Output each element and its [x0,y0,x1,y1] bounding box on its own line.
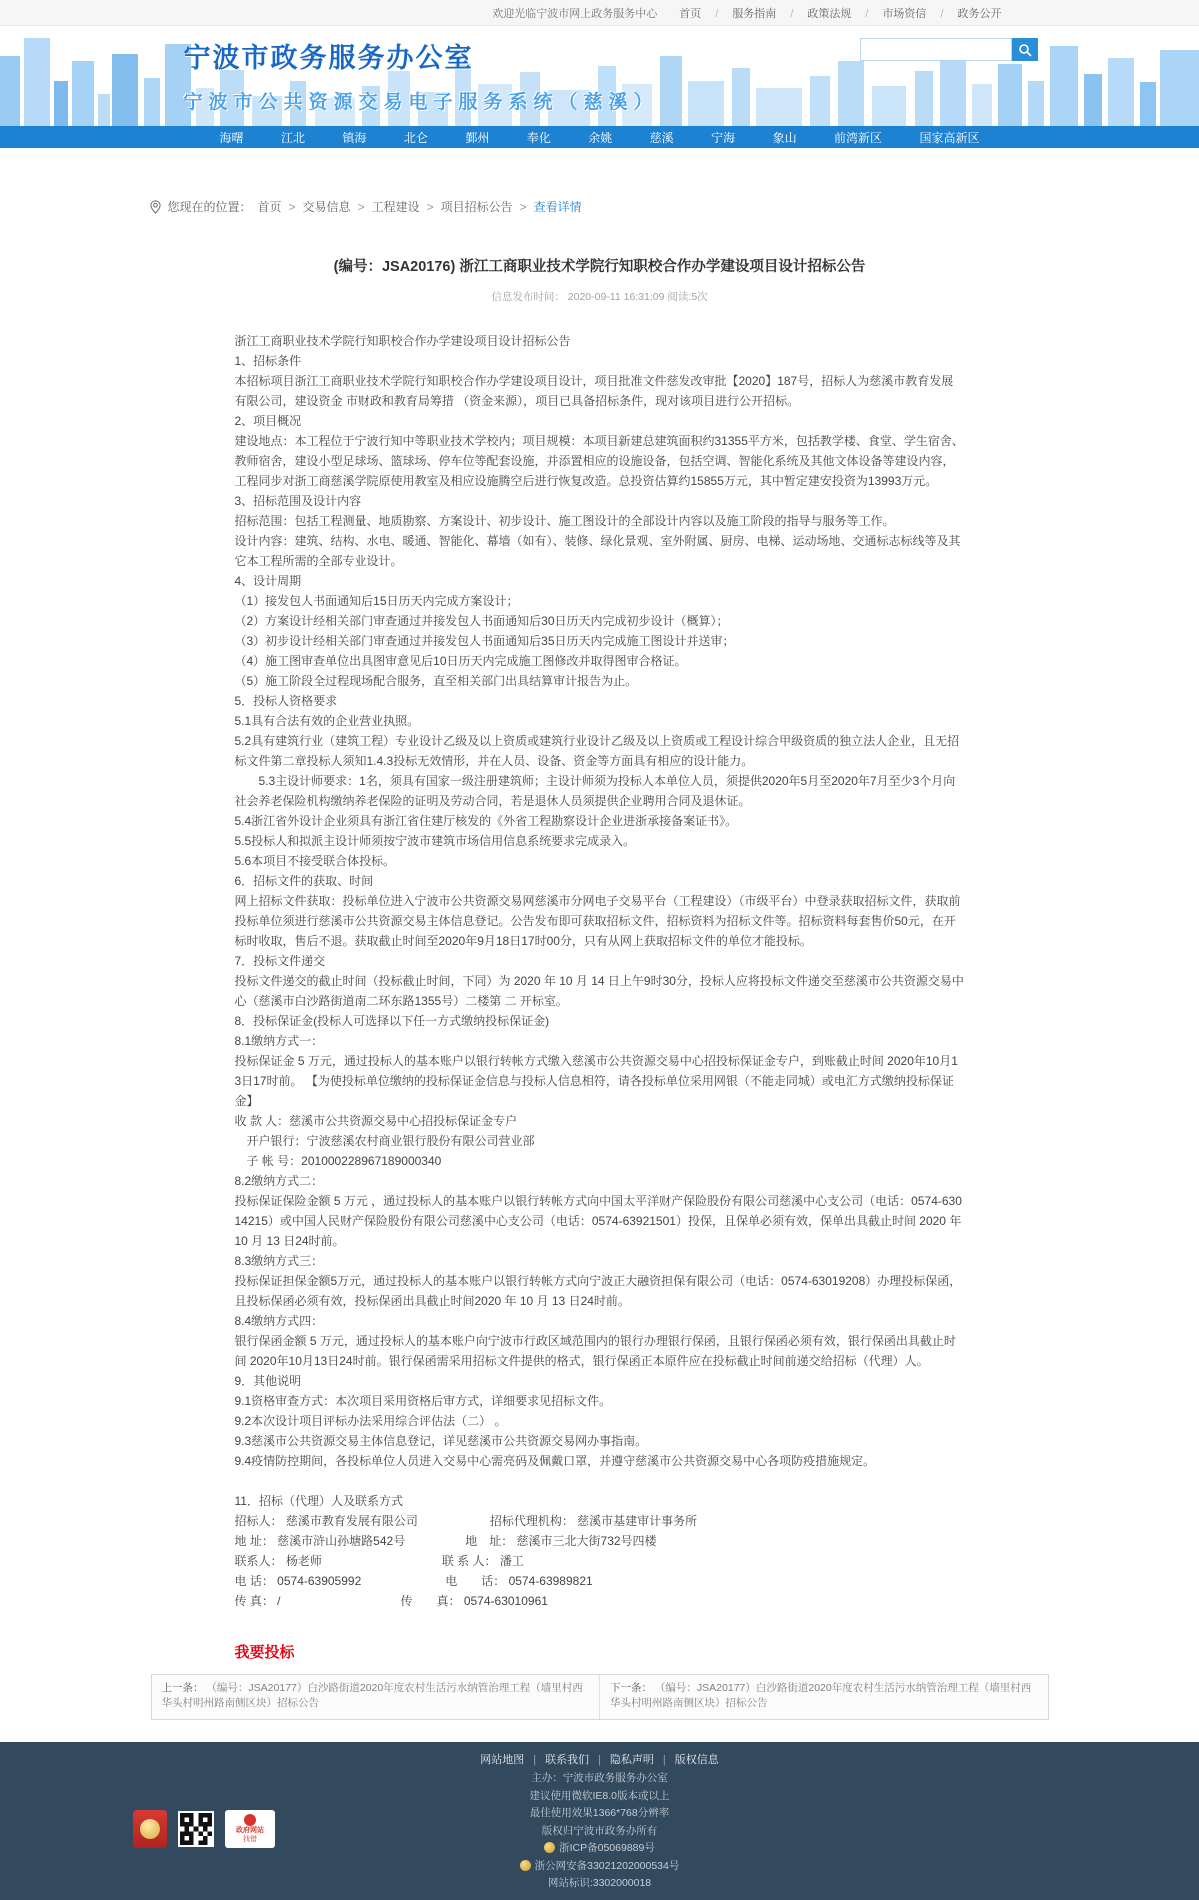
search-button[interactable] [1012,38,1038,61]
district-nav-link[interactable]: 余姚 [588,130,613,145]
article-paragraph: 联系人： 杨老师 联 系 人： 潘工 [234,1554,524,1568]
pager-prev-label: 上一条： [161,1682,204,1694]
topbar-link[interactable]: / 服务指南 [701,5,776,21]
topbar-link[interactable]: / 市场资信 [851,5,926,21]
article-paragraph: （3）初步设计经相关部门审查通过并接发包人书面通知后35日历天内完成施工图设计并送审； [234,634,735,648]
article-paragraph: 5.6本项目不接受联合体投标。 [234,854,396,868]
article-body [235,331,965,1611]
article-paragraph: 网上招标文件获取：投标单位进入宁波市公共资源交易网慈溪市分网电子交易平台（工程建设）（市级平台）中登录获取招标文件，获取前投标单位须进行慈溪市公共资源交易主体信息登记。公告发布即可获取招标文件，招标资料为招标文件等。招标资料每套售价50元，在开标时收取，售后不退。获取截止时间至2020年9月18日17时00分，只有从网上获取招标文件的单位才能投标。 [234,894,961,948]
district-nav-link[interactable]: 宁海 [711,130,736,145]
article-paragraph: 9.4疫情防控期间，各投标单位人员进入交易中心需亮码及佩戴口罩，并遵守慈溪市公共资源交易中心各项防疫措施规定。 [234,1454,876,1468]
breadcrumb-label: 您现在的位置： [167,200,252,214]
district-nav-link[interactable]: 国家高新区 [919,130,980,145]
article-paragraph: 11．招标（代理）人及联系方式 [234,1494,403,1508]
footer-browser-line: 建议使用微软IE8.0版本或以上 [529,1789,670,1802]
icp-number[interactable]: 浙ICP备05069889号 [559,1842,655,1854]
article-paragraph: 设计内容：建筑、结构、水电、暖通、智能化、幕墙（如有）、装修、绿化景观、室外附属、厨房、电梯、运动场地、交通标志标线等及其它本工程所需的全部专业设计。 [234,534,961,568]
article-paragraph: 5.3主设计师要求：1名，须具有国家一级注册建筑师；主设计师须为投标人本单位人员，须提供2020年5月至2020年7月至少3个月向社会养老保险机构缴纳养老保险的证明及劳动合同，若是退休人员须提供企业聘用合同及退休证。 [234,774,956,808]
article-paragraph: 2、项目概况 [234,414,302,428]
article-paragraph: 建设地点：本工程位于宁波行知中等职业技术学校内；项目规模：本项目新建总建筑面积约31355平方米，包括教学楼、食堂、学生宿舍、教师宿舍，建设小型足球场、篮球场、停车位等配套设施，并添置相应的设施设备，包括空调、智能化系统及其他文体设备等建设内容，工程同步对浙工商慈溪学院原使用教室及相应设施腾空后进行恢复改造。总投资估算约15855万元，其中暂定建安投资为13993万元。 [234,434,964,488]
district-nav-link[interactable]: 奉化 [526,130,551,145]
topbar-link[interactable]: / 政策法规 [776,5,851,21]
search-icon [1018,43,1032,57]
pager-next-label: 下一条： [610,1682,652,1694]
article-paragraph: 8．投标保证金(投标人可选择以下任一方式缴纳投标保证金) [234,1014,550,1028]
breadcrumb-link[interactable]: 首页 > [258,198,303,215]
district-nav-link[interactable]: 江北 [280,130,305,145]
article [150,255,1050,1720]
article-paragraph: 招标范围：包括工程测量、地质勘察、方案设计、初步设计、施工图设计的全部设计内容以及施工阶段的指导与服务等工作。 [234,514,895,528]
article-paragraph: 投标保证担保金额5万元，通过投标人的基本账户以银行转帐方式向宁波正大融资担保有限公司（电话：0574-63019208）办理投标保函，且投标保函必须有效，投标保函出具截止时间2020 年 10 月 13 日24时前。 [234,1274,962,1308]
district-nav-link[interactable]: 慈溪 [649,130,674,145]
breadcrumb-links [258,198,534,215]
district-nav-link[interactable]: 鄞州 [465,130,490,145]
location-pin-icon [150,200,161,214]
find-error-logo-icon [244,1814,256,1826]
topbar-link[interactable]: / 政务公开 [926,5,1001,21]
police-number[interactable]: 浙公网安备33021202000534号 [534,1859,680,1872]
pager [151,1674,1049,1720]
article-paragraph: 招标人： 慈溪市教育发展有限公司 招标代理机构： 慈溪市基建审计事务所 [234,1514,698,1528]
article-paragraph: 9.1资格审查方式：本次项目采用资格后审方式，详细要求见招标文件。 [234,1394,612,1408]
breadcrumb [150,198,1050,215]
article-paragraph: 9.3慈溪市公共资源交易主体信息登记，详见慈溪市公共资源交易网办事指南。 [234,1434,648,1448]
bid-button[interactable]: 我要投标 [234,1644,295,1661]
article-paragraph [235,1471,965,1491]
breadcrumb-link[interactable]: 交易信息 > [303,198,372,215]
article-paragraph: 投标文件递交的截止时间（投标截止时间，下同）为 2020 年 10 月 14 日上午9时30分，投标人应将投标文件递交至慈溪市公共资源交易中心（慈溪市白沙路街道南二环东路1355号）二楼第 二 开标室。 [234,974,964,1008]
search-input[interactable] [860,38,1012,61]
district-nav-link[interactable]: 前湾新区 [834,130,883,145]
district-nav-link[interactable]: 镇海 [342,130,367,145]
footer-host-line: 主办：宁波市政务服务办公室 [531,1772,668,1784]
article-paragraph: 银行保函金额 5 万元，通过投标人的基本账户向宁波市行政区域范围内的银行办理银行保函，且银行保函必须有效，银行保函出具截止时间 2020年10月13日24时前。银行保函需采用招标文件提供的格式，银行保函正本原件应在投标截止时间前递交给招标（代理）人。 [234,1334,956,1368]
article-paragraph: 6．招标文件的获取、时间 [234,874,374,888]
article-title: (编号：JSA20176) 浙江工商职业技术学院行知职校合作办学建设项目设计招标公告 [333,259,866,275]
article-paragraph: 8.4缴纳方式四： [234,1314,324,1328]
article-paragraph: 5.2具有建筑行业（建筑工程）专业设计乙级及以上资质或建筑行业设计乙级及以上资质或工程设计综合甲级资质的独立法人企业，且无招标文件第二章投标人须知1.4.3投标无效情形，并在人员、设备、资金等方面具有相应的设计能力。 [234,734,960,768]
footer-links [0,1751,1199,1767]
header-banner [0,26,1199,126]
article-paragraph: 浙江工商职业技术学院行知职校合作办学建设项目设计招标公告 [234,334,571,348]
pager-prev[interactable] [152,1675,600,1719]
breadcrumb-current[interactable]: 查看详情 [533,200,582,214]
footer-badges [133,1810,275,1848]
footer-resolution-line: 最佳使用效果1366*768分辨率 [529,1807,670,1819]
find-badge-line1: 政府网站 [236,1827,264,1834]
find-badge-line2: 找错 [243,1836,257,1843]
article-paragraph: 地 址： 慈溪市浒山孙塘路542号 地 址： 慈溪市三北大街732号四楼 [234,1534,657,1548]
footer-link[interactable]: | 版权信息 [654,1754,719,1766]
topbar [0,0,1199,26]
article-paragraph: 投标保证保险金额 5 万元 ，通过投标人的基本账户以银行转帐方式向中国太平洋财产保险股份有限公司慈溪中心支公司（电话：0574-63014215）或中国人民财产保险股份有限公司慈溪中心支公司（电话：0574-63921501）投保，且保单必须有效，保单出具截止时间 2020 年 10 月 13 日24时前。 [234,1194,962,1248]
article-paragraph: 9．其他说明 [234,1374,302,1388]
article-meta: 信息发布时间： 2020-09-11 16:31:09 阅读:5次 [491,291,708,303]
site-subtitle: 宁波市公共资源交易电子服务系统（慈溪） [183,92,659,113]
breadcrumb-link[interactable]: 工程建设 > [372,198,441,215]
site-title: 宁波市政务服务办公室 [183,43,474,73]
article-paragraph: 电 话： 0574-63905992 电 话： 0574-63989821 [234,1574,593,1588]
article-paragraph: 传 真： / 传 真： 0574-63010961 [234,1594,548,1608]
topbar-links [679,5,1001,21]
article-paragraph: 7．投标文件递交 [234,954,326,968]
article-paragraph: 5.4浙江省外设计企业须具有浙江省住建厅核发的《外省工程勘察设计企业进浙承接备案证书》。 [234,814,738,828]
article-paragraph: 8.3缴纳方式三： [234,1254,324,1268]
pager-next-text: （编号：JSA20177）白沙路街道2020年度农村生活污水纳管治理工程（墙里村西华头村明州路南侧区块）招标公告 [610,1682,1032,1709]
article-paragraph: 3、招标范围及设计内容 [234,494,362,508]
icp-emblem-icon [544,1842,555,1853]
district-nav-link[interactable]: 海曙 [219,130,244,145]
article-paragraph: （5）施工阶段全过程现场配合服务，直至相关部门出具结算审计报告为止。 [234,674,638,688]
article-paragraph: 9.2本次设计项目评标办法采用综合评估法（二） 。 [234,1414,507,1428]
pager-prev-text: （编号：JSA20177）白沙路街道2020年度农村生活污水纳管治理工程（墙里村西华头村明州路南侧区块）招标公告 [161,1682,583,1709]
footer-copyright-line: 版权归宁波市政务办所有 [541,1824,658,1837]
footer-link[interactable]: | 联系我们 [524,1754,589,1766]
article-paragraph: 本招标项目浙江工商职业技术学院行知职校合作办学建设项目设计，项目批准文件慈发改审批【2020】187号，招标人为慈溪市教育发展有限公司，建设资金 市财政和教育局筹措 （资金来源），项目已具备招标条件，现对该项目进行公开招标。 [234,374,954,408]
footer [0,1742,1199,1900]
breadcrumb-link[interactable]: 项目招标公告 > [441,198,534,215]
article-paragraph: 5．投标人资格要求 [234,694,338,708]
article-paragraph: 5.5投标人和拟派主设计师须按宁波市建筑市场信用信息系统要求完成录入。 [234,834,636,848]
district-nav-link[interactable]: 北仑 [403,130,428,145]
article-paragraph: 开户银行：宁波慈溪农村商业银行股份有限公司营业部 [234,1134,535,1148]
gov-site-find-error-badge[interactable] [225,1810,275,1848]
credit-emblem-badge[interactable] [133,1810,167,1848]
article-paragraph: 5.1具有合法有效的企业营业执照。 [234,714,420,728]
article-paragraph: （4）施工图审查单位出具图审意见后10日历天内完成施工图修改并取得图审合格证。 [234,654,687,668]
article-paragraph: （2）方案设计经相关部门审查通过并接发包人书面通知后30日历天内完成初步设计（概算）； [234,614,729,628]
footer-link[interactable]: | 隐私声明 [589,1754,654,1766]
qr-code [178,1811,214,1847]
welcome-text: 欢迎光临宁波市网上政务服务中心 [492,7,658,20]
footer-police-line [0,1859,1199,1873]
footer-site-id-line: 网站标识:3302000018 [547,1877,652,1889]
district-nav-link[interactable]: 象山 [772,130,797,145]
article-paragraph: 4、设计周期 [234,574,302,588]
footer-link[interactable]: 网站地图 [480,1754,525,1766]
article-paragraph: 8.2缴纳方式二： [234,1174,324,1188]
pager-next[interactable] [599,1675,1048,1719]
police-emblem-icon [520,1860,531,1871]
article-paragraph: 投标保证金 5 万元，通过投标人的基本账户以银行转帐方式缴入慈溪市公共资源交易中心招投标保证金专户，到账截止时间 2020年10月13日17时前。 【为使投标单位缴纳的投标保证金信息与投标人信息相符，请各投标单位采用网银（不能走同城）或电汇方式缴纳投标保证金】 [234,1054,958,1108]
district-nav [0,126,1199,148]
article-paragraph: 1、招标条件 [234,354,302,368]
topbar-link[interactable]: 首页 [679,7,702,20]
article-paragraph: （1）接发包人书面通知后15日历天内完成方案设计； [234,594,519,608]
article-paragraph: 子 帐 号：201000228967189000340 [234,1154,442,1168]
emblem-icon [140,1819,160,1839]
search-box [860,38,1038,61]
article-paragraph: 8.1缴纳方式一： [234,1034,324,1048]
district-nav-items [220,126,980,148]
article-paragraph: 收 款 人：慈溪市公共资源交易中心招投标保证金专户 [234,1114,518,1128]
